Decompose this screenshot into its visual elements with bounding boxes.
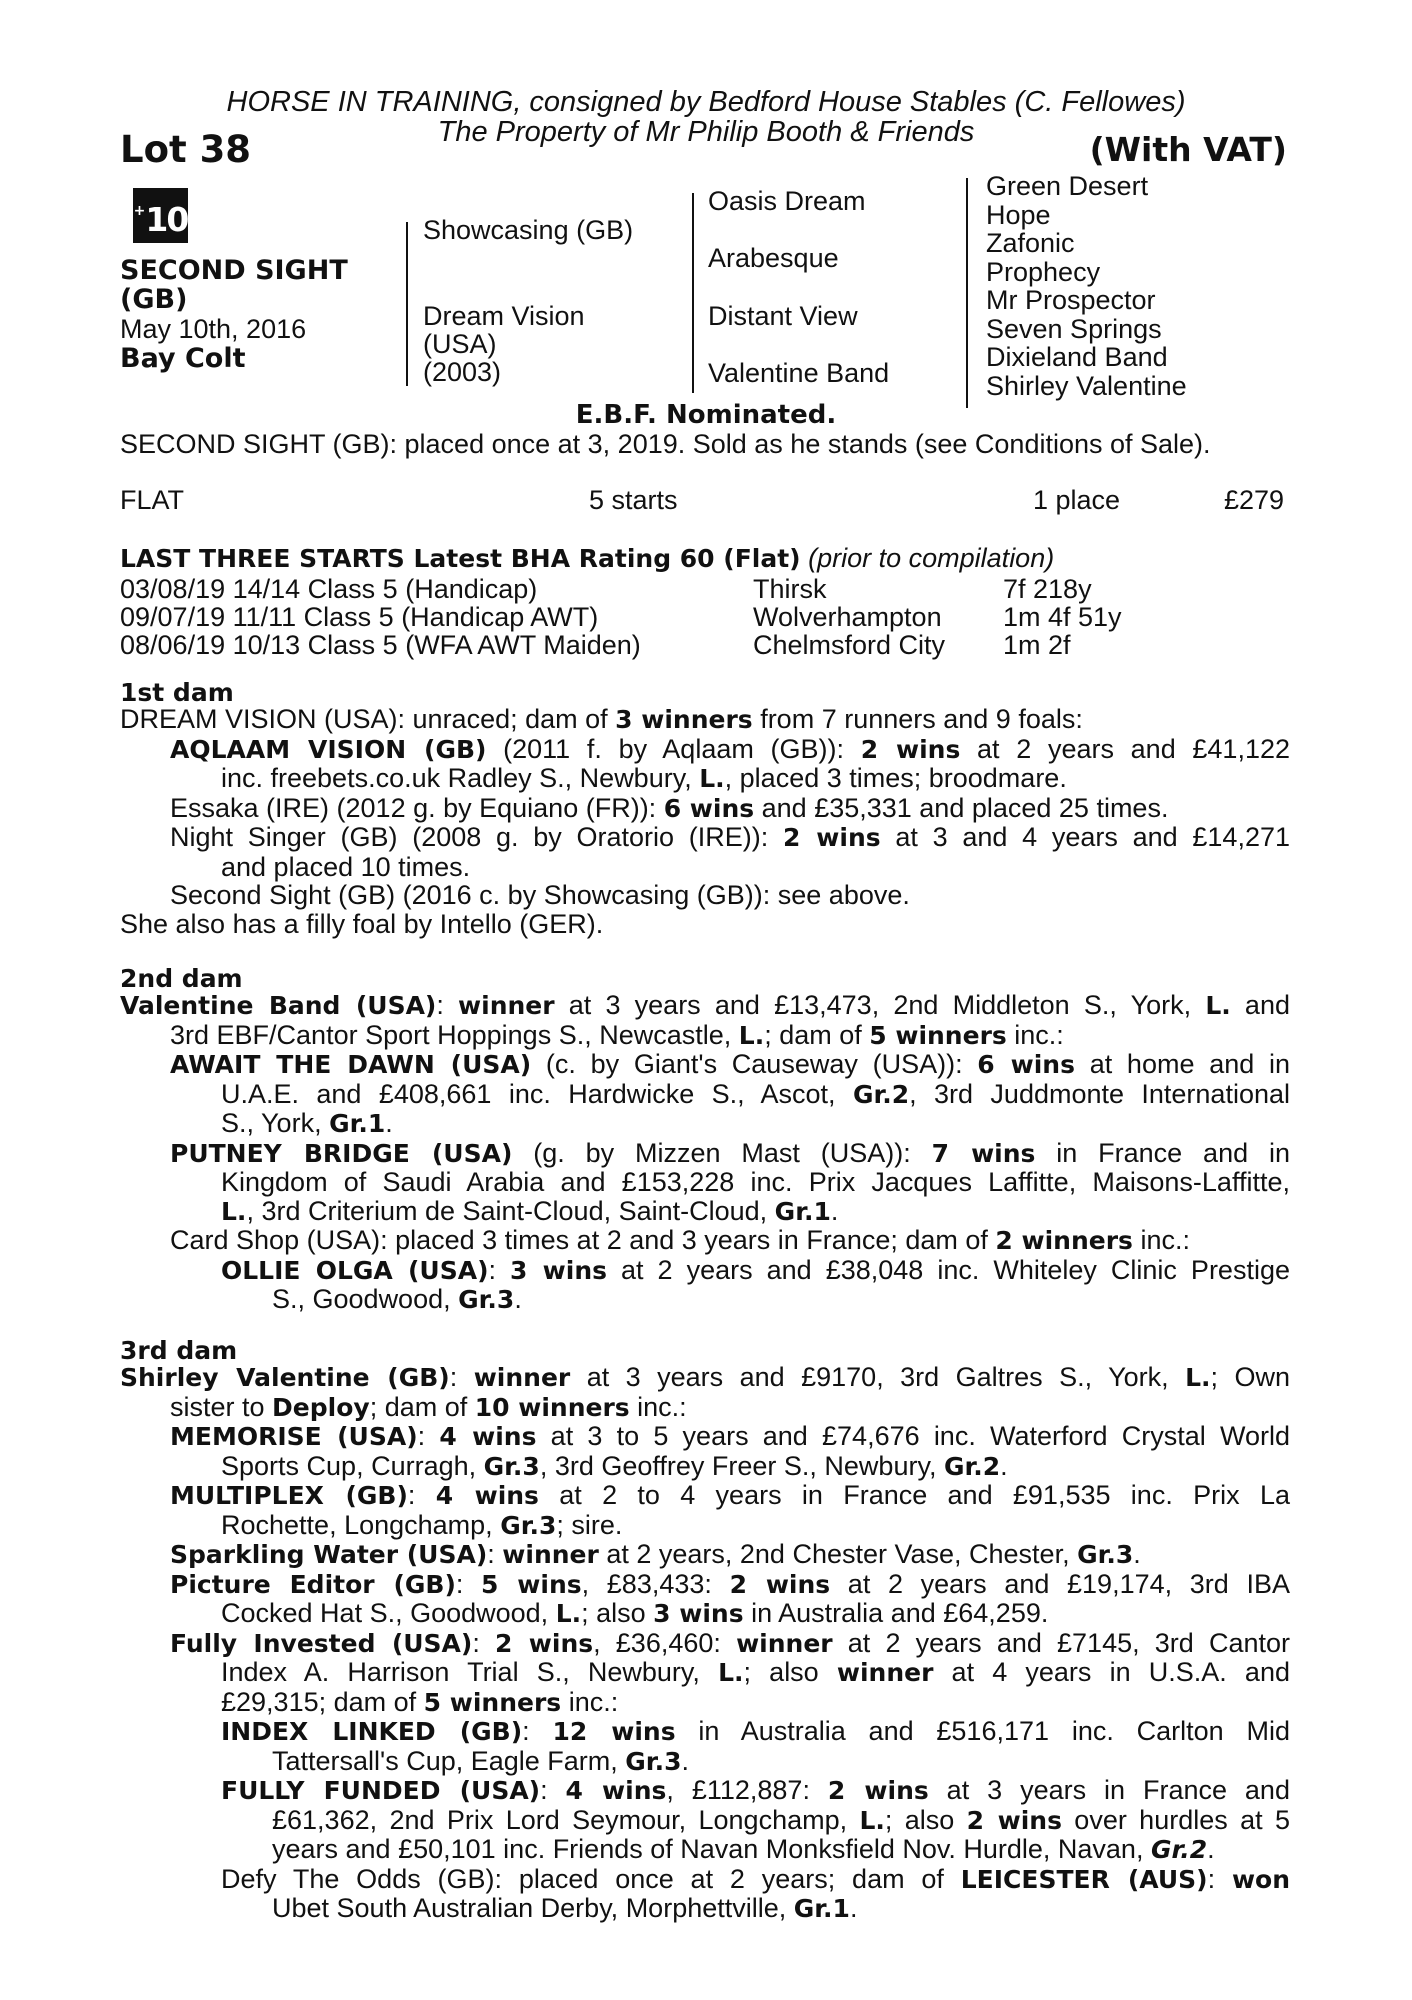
produce-entry-cont: Sports Cup, Curragh, Gr.3, 3rd Geoffrey Freer S., Newbury, Gr.2. [221, 1450, 1008, 1481]
produce-entry: Card Shop (USA): placed 3 times at 2 and 3 years in France; dam of 2 winners inc.: [170, 1225, 1190, 1255]
record-earnings: £279 [1224, 485, 1285, 515]
badge-number: 10 [145, 200, 188, 239]
pedigree-gen2: Valentine Band [708, 358, 890, 388]
produce-entry: Sparkling Water (USA): winner at 2 years, 2nd Chester Vase, Chester, Gr.3. [170, 1539, 1141, 1569]
dam-name [423, 302, 585, 386]
produce-entry-cont: £29,315; dam of 5 winners inc.: [221, 1686, 619, 1717]
table-row [120, 631, 1122, 659]
horse-summary: SECOND SIGHT (GB): placed once at 3, 2019. Sold as he stands (see Conditions of Sale). [120, 429, 1211, 459]
pedigree-gen2: Arabesque [708, 243, 839, 273]
distance-cell: 1m 4f 51y [1003, 602, 1122, 632]
pedigree-gen2: Distant View [708, 301, 858, 331]
dam-name-line2: (USA) [423, 329, 497, 359]
pedigree-gen2: Oasis Dream [708, 186, 866, 216]
produce-entry-cont: and placed 10 times. [221, 851, 471, 882]
pedigree-divider-2 [692, 193, 694, 393]
record-code: FLAT [120, 485, 185, 515]
produce-entry-cont: Cocked Hat S., Goodwood, L.; also 3 wins in Australia and £64,259. [221, 1598, 1049, 1628]
property-line: The Property of Mr Philip Booth & Friends [437, 116, 975, 148]
second-dam-heading: 2nd dam [120, 964, 243, 993]
produce-entry-cont: £61,362, 2nd Prix Lord Seymour, Longchamp, L.; also 2 wins over hurdles at 5 [272, 1804, 1290, 1835]
pedigree-gen3-item: Hope [986, 199, 1051, 230]
last-three-table [120, 575, 1122, 659]
produce-entry: MEMORISE (USA): 4 wins at 3 to 5 years and £74,676 inc. Waterford Crystal World [170, 1421, 1290, 1451]
produce-entry: OLLIE OLGA (USA): 3 wins at 2 years and £38,048 inc. Whiteley Clinic Prestige [221, 1254, 1290, 1285]
pedigree-gen3-item: Green Desert [986, 171, 1149, 201]
produce-entry: AQLAAM VISION (GB) (2011 f. by Aqlaam (GB)): 2 wins at 2 years and £41,122 [170, 733, 1290, 764]
race-cell: 09/07/19 11/11 Class 5 (Handicap AWT) [120, 602, 599, 632]
dam-entry-cont: sister to Deploy; dam of 10 winners inc.: [170, 1391, 687, 1422]
horse-name-line2: (GB) [120, 284, 188, 315]
last-three-heading [120, 543, 1054, 574]
produce-entry: Fully Invested (USA): 2 wins, £36,460: winner at 2 years and £7145, 3rd Cantor [170, 1627, 1290, 1658]
table-row [120, 575, 1122, 603]
produce-entry-cont: Tattersall's Cup, Eagle Farm, Gr.3. [272, 1745, 689, 1776]
dam-name-line3: (2003) [423, 357, 502, 387]
foaling-date: May 10th, 2016 [120, 314, 307, 344]
produce-entry-cont: years and £50,101 inc. Friends of Navan Monksfield Nov. Hurdle, Navan, Gr.2. [272, 1834, 1215, 1864]
last-three-title: LAST THREE STARTS Latest BHA Rating 60 (Flat) [120, 544, 801, 573]
table-row [120, 603, 1122, 631]
produce-entry-cont: U.A.E. and £408,661 inc. Hardwicke S., Ascot, Gr.2, 3rd Juddmonte International [221, 1078, 1290, 1109]
third-dam-heading: 3rd dam [120, 1336, 238, 1365]
course-cell: Chelmsford City [753, 630, 946, 660]
produce-entry: AWAIT THE DAWN (USA) (c. by Giant's Causeway (USA)): 6 wins at home and in [170, 1049, 1290, 1079]
produce-entry: MULTIPLEX (GB): 4 wins at 2 to 4 years in France and £91,535 inc. Prix La [170, 1480, 1290, 1510]
first-dam-heading: 1st dam [120, 678, 234, 707]
produce-entry-cont: Ubet South Australian Derby, Morphettville, Gr.1. [272, 1893, 858, 1923]
lot-number: Lot 38 [120, 128, 252, 171]
course-cell: Thirsk [753, 574, 827, 604]
pedigree-gen3-item: Seven Springs [986, 313, 1162, 344]
ebf-nominated: E.B.F. Nominated. [575, 400, 837, 430]
second-dam-section [120, 991, 1290, 1315]
record-places: 1 place [1033, 485, 1121, 515]
horse-name-line1: SECOND SIGHT [120, 255, 348, 286]
dam-entry-cont: 3rd EBF/Cantor Sport Hoppings S., Newcastle, L.; dam of 5 winners inc.: [170, 1019, 1064, 1050]
horse-name [120, 256, 348, 314]
pedigree-gen3-item: Prophecy [986, 256, 1101, 287]
produce-entry-cont: Index A. Harrison Trial S., Newbury, L.; also winner at 4 years in U.S.A. and [221, 1657, 1290, 1687]
produce-entry-cont: S., Goodwood, Gr.3. [272, 1284, 522, 1314]
pedigree-gen3 [986, 172, 1187, 400]
produce-entry: INDEX LINKED (GB): 12 wins in Australia and £516,171 inc. Carlton Mid [221, 1716, 1290, 1746]
produce-entry: FULLY FUNDED (USA): 4 wins, £112,887: 2 wins at 3 years in France and [221, 1775, 1290, 1805]
pedigree-divider-3 [966, 178, 968, 408]
pedigree-gen3-item: Zafonic [986, 228, 1075, 258]
record-starts: 5 starts [589, 485, 678, 515]
produce-entry: Essaka (IRE) (2012 g. by Equiano (FR)): 6 wins and £35,331 and placed 25 times. [170, 792, 1169, 823]
produce-entry: PUTNEY BRIDGE (USA) (g. by Mizzen Mast (USA)): 7 wins in France and in [170, 1137, 1290, 1168]
produce-entry: Picture Editor (GB): 5 wins, £83,433: 2 wins at 2 years and £19,174, 3rd IBA [170, 1568, 1290, 1599]
distance-cell: 1m 2f [1003, 630, 1071, 660]
pedigree-divider-1 [406, 222, 408, 386]
first-dam-intro: DREAM VISION (USA): unraced; dam of 3 winners from 7 runners and 9 foals: [120, 704, 1083, 734]
dam-entry: Shirley Valentine (GB): winner at 3 years and £9170, 3rd Galtres S., York, L.; Own [120, 1362, 1290, 1392]
race-cell: 03/08/19 14/14 Class 5 (Handicap) [120, 574, 538, 604]
course-cell: Wolverhampton [753, 602, 942, 632]
filly-foal-note: She also has a filly foal by Intello (GER). [120, 908, 604, 939]
pedigree-gen3-item: Dixieland Band [986, 342, 1168, 372]
vat-label: (With VAT) [1089, 130, 1287, 169]
distance-cell: 7f 218y [1003, 574, 1092, 604]
produce-entry: Night Singer (GB) (2008 g. by Oratorio (IRE)): 2 wins at 3 and 4 years and £14,271 [170, 822, 1290, 852]
badge-plus: + [133, 203, 146, 219]
dam-entry: Valentine Band (USA): winner at 3 years and £13,473, 2nd Middleton S., York, L. and [120, 990, 1290, 1020]
horse-sex: Bay Colt [120, 343, 246, 374]
first-dam-section [120, 705, 1290, 938]
produce-entry: Defy The Odds (GB): placed once at 2 years; dam of LEICESTER (AUS): won [221, 1863, 1291, 1894]
sire-name: Showcasing (GB) [423, 215, 634, 245]
produce-entry-cont: L., 3rd Criterium de Saint-Cloud, Saint-Cloud, Gr.1. [221, 1195, 839, 1226]
produce-entry-cont: inc. freebets.co.uk Radley S., Newbury, L., placed 3 times; broodmare. [221, 763, 1067, 793]
pedigree-gen3-item: Shirley Valentine [986, 370, 1187, 401]
produce-entry: Second Sight (GB) (2016 c. by Showcasing (GB)): see above. [170, 880, 910, 910]
last-three-note: (prior to compilation) [808, 543, 1055, 573]
third-dam-section [120, 1363, 1290, 1924]
dam-name-line1: Dream Vision [423, 301, 585, 331]
produce-entry-cont: Rochette, Longchamp, Gr.3; sire. [221, 1509, 623, 1540]
pedigree-gen3-item: Mr Prospector [986, 285, 1156, 315]
race-cell: 08/06/19 10/13 Class 5 (WFA AWT Maiden) [120, 630, 641, 660]
produce-entry-cont: Kingdom of Saudi Arabia and £153,228 inc. Prix Jacques Laffitte, Maisons-Laffitte, [221, 1167, 1290, 1197]
rating-badge [133, 188, 188, 243]
produce-entry-cont: S., York, Gr.1. [221, 1108, 393, 1138]
consignor-line: HORSE IN TRAINING, consigned by Bedford House Stables (C. Fellowes) [226, 86, 1186, 118]
